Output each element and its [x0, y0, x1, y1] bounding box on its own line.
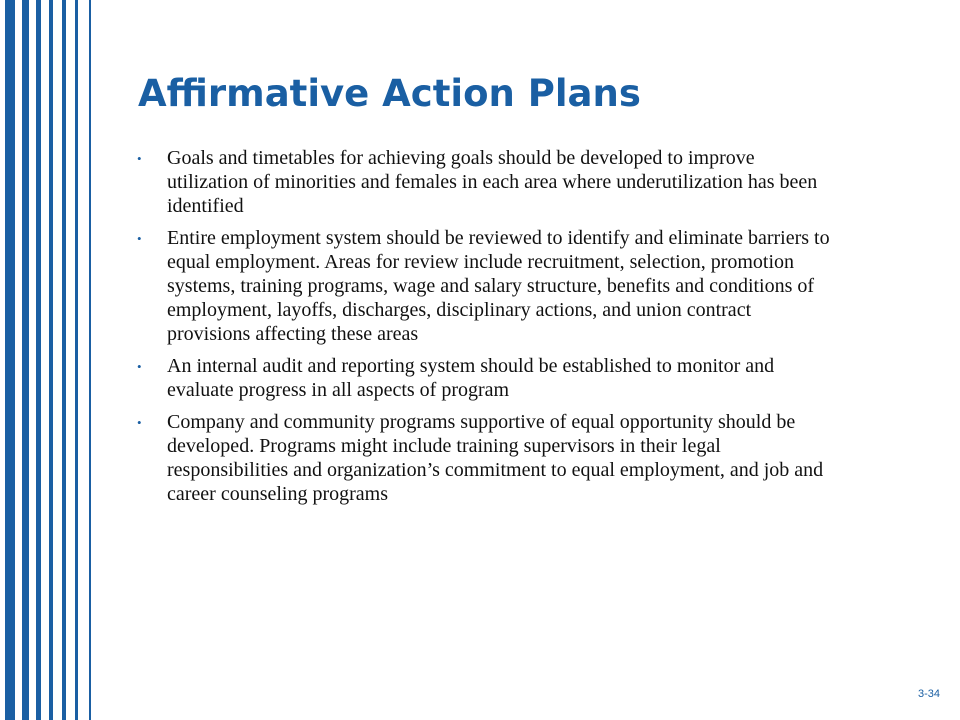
slide-title: Affirmative Action Plans: [138, 72, 641, 115]
bullet-list: [134, 146, 834, 514]
bullet-text: Company and community programs supportive of equal opportunity should be developed. Programs might include training supervisors in their legal responsibilities and organization’s commitment to equal employment, and job and career counseling programs: [167, 411, 824, 505]
bullet-text: Goals and timetables for achieving goals should be developed to improve utilization of minorities and females in each area where underutilization has been identified: [167, 147, 818, 217]
bullet-text: An internal audit and reporting system should be established to monitor and evaluate progress in all aspects of program: [167, 355, 775, 401]
decorative-stripes: [0, 0, 100, 720]
bullet-item: [134, 226, 834, 346]
stripe: [75, 0, 78, 720]
stripe: [49, 0, 53, 720]
bullet-icon: •: [137, 231, 142, 246]
bullet-text: Entire employment system should be reviewed to identify and eliminate barriers to equal employment. Areas for review include recruitment, selection, promotion systems, training programs, wage and salary structure, benefits and conditions of employment, layoffs, discharges, disciplinary actions, and union contract provisions affecting these areas: [167, 227, 830, 345]
bullet-icon: •: [137, 415, 142, 430]
bullet-item: [134, 410, 834, 506]
stripe: [89, 0, 91, 720]
stripe: [62, 0, 66, 720]
bullet-item: [134, 354, 834, 402]
bullet-icon: •: [137, 151, 142, 166]
stripe: [5, 0, 15, 720]
bullet-icon: •: [137, 359, 142, 374]
slide-number: 3-34: [917, 688, 940, 700]
stripe: [36, 0, 41, 720]
stripe: [22, 0, 29, 720]
bullet-item: [134, 146, 834, 218]
